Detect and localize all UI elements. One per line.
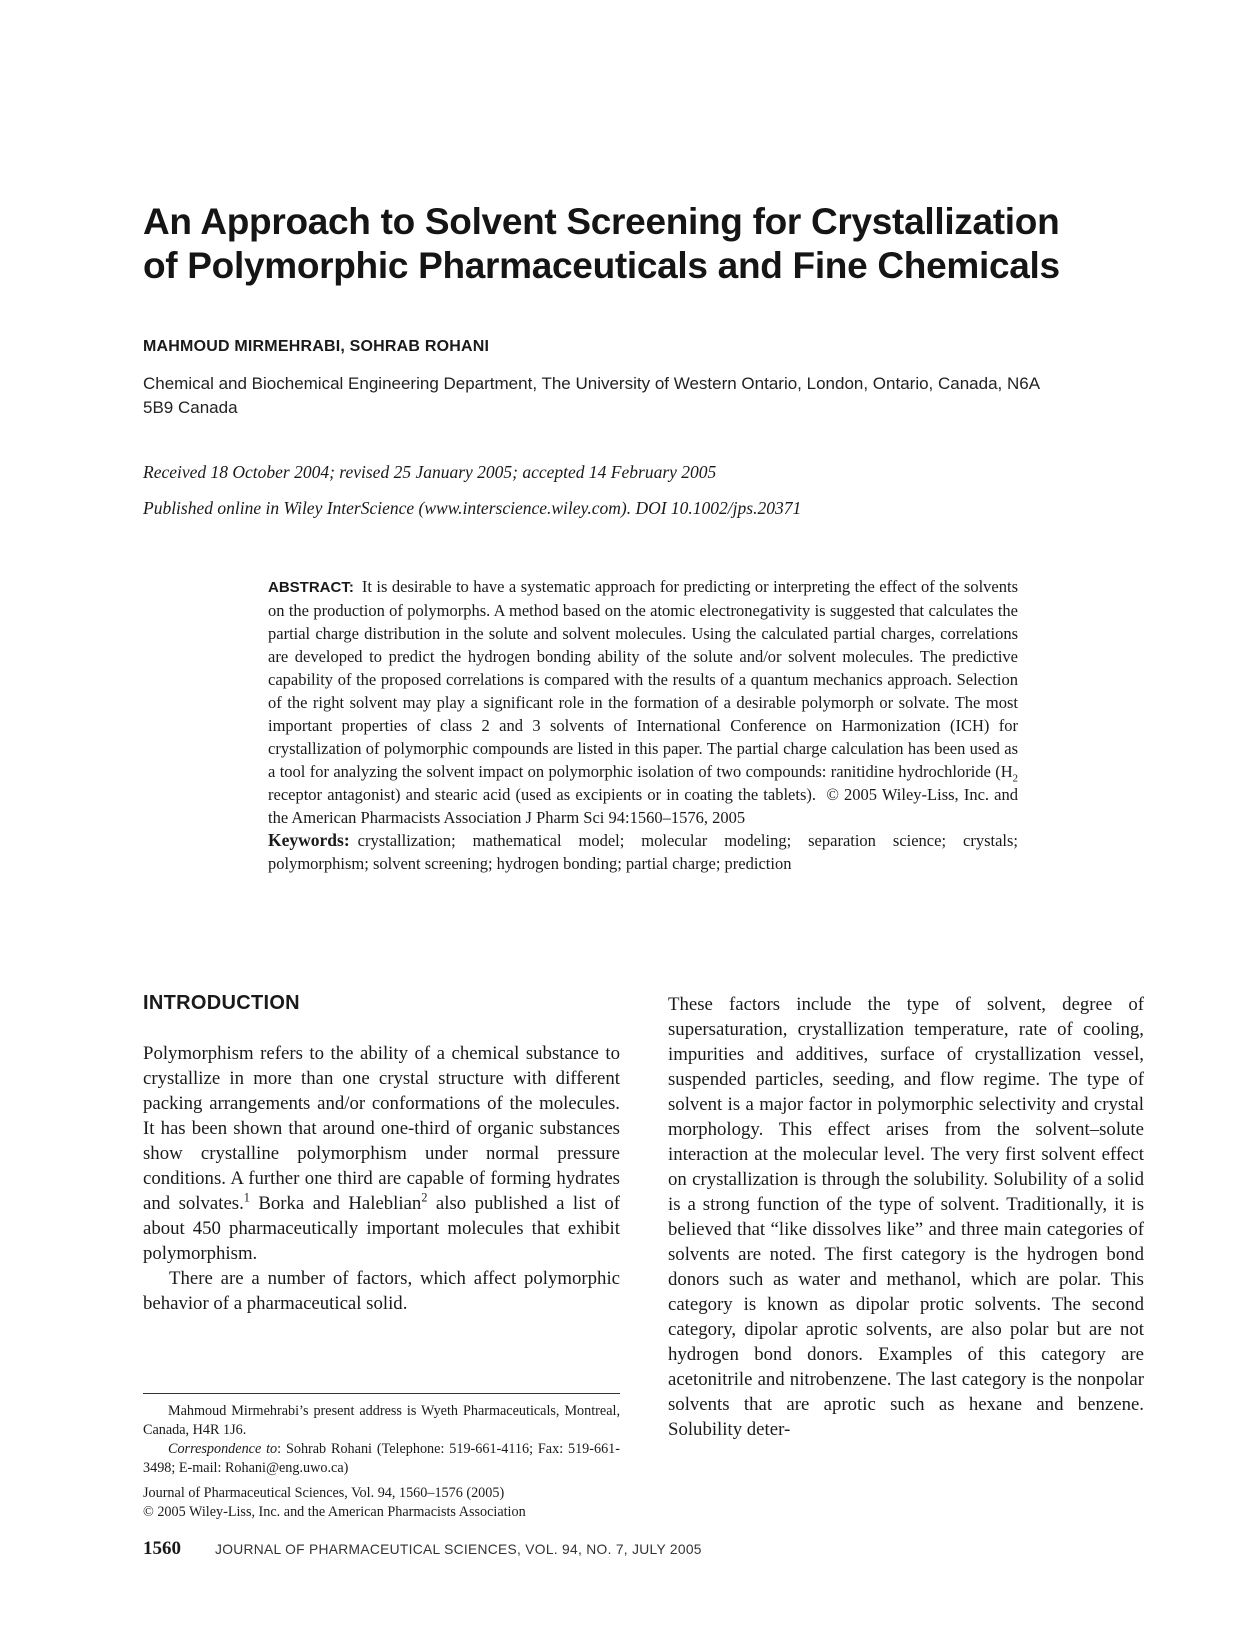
intro-text: also published a list of about 450 pharmaceutically important molecules that exhibit polymorphism. [143,1193,620,1264]
article-title: An Approach to Solvent Screening for Crystallization of Polymorphic Pharmaceuticals and Fine Chemicals [143,201,1060,286]
keywords-text: crystallization; mathematical model; molecular modeling; separation science; crystals; polymorphism; solvent screening; hydrogen bonding; partial charge; prediction [268,831,1018,873]
citation-2: 2 [421,1190,428,1205]
abstract [268,575,1018,875]
footnote-journal: Journal of Pharmaceutical Sciences, Vol. 94, 1560–1576 (2005) [143,1485,505,1501]
section-heading-introduction: INTRODUCTION [143,992,300,1014]
intro-text: Polymorphism refers to the ability of a chemical substance to crystallize in more than one crystal structure with different packing arrangements and/or conformations of the molecules. It has been shown that around one-third of organic substances show crystalline polymorphism under normal pressure conditions. A further one third are capable of forming hydrates and solvates. [143,1043,620,1214]
correspondence-label: Correspondence to [168,1441,278,1457]
footnote-divider [143,1393,620,1394]
abstract-text-1: It is desirable to have a systematic approach for predicting or interpreting the effect of the solvents on the production of polymorphs. A method based on the atomic electronegativity is suggested that calculates the partial charge distribution in the solute and solvent molecules. Using the calculated partial charges, correlations are developed to predict the hydrogen bonding ability of the solute and/or solvent molecules. The predictive capability of the proposed correlations is compared with the results of a quantum mechanics approach. Selection of the right solvent may play a significant role in the formation of a desirable polymorph or solvate. The most important properties of class 2 and 3 solvents of International Conference on Harmonization (ICH) for crystallization of polymorphic compounds are listed in this paper. The partial charge calculation has been used as a tool for analyzing the solvent impact on polymorphic isolation of two compounds: ranitidine hydrochloride (H [268,577,1018,781]
affiliation: Chemical and Biochemical Engineering Department, The University of Western Ontario, London, Ontario, Canada, N6A 5B9 Canada [143,374,1040,417]
running-head: JOURNAL OF PHARMACEUTICAL SCIENCES, VOL. 94, NO. 7, JULY 2005 [215,1542,702,1557]
correspondence-text: : Sohrab Rohani (Telephone: 519-661-4116; Fax: 519-661-3498; E-mail: Rohani@eng.uwo.ca) [143,1441,621,1476]
right-column [668,992,1144,1442]
page-number: 1560 [143,1538,181,1559]
page-footer [143,1538,702,1560]
abstract-body [268,575,1018,829]
footnote-correspondence [143,1440,620,1478]
abstract-text-2: receptor antagonist) and stearic acid (used as excipients or in coating the tablets). [268,785,816,804]
abstract-label: ABSTRACT: [268,579,354,596]
intro-paragraph-continued: These factors include the type of solvent, degree of supersaturation, crystallization temperature, rate of cooling, impurities and additives, surface of crystallization vessel, suspended particles, seeding, and flow regime. The type of solvent is a major factor in polymorphic selectivity and crystal morphology. This effect arises from the solvent–solute interaction at the molecular level. The very first solvent effect on crystallization is through the solubility. Solubility of a solid is a strong function of the type of solvent. Traditionally, it is believed that “like dissolves like” and three main categories of solvents are noted. The first category is the hydrogen bond donors such as water and methanol, which are polar. This category is known as dipolar protic solvents. The second category, dipolar aprotic solvents, are also polar but are not hydrogen bond donors. Examples of this category are acetonitrile and nitrobenzene. The last category is the nonpolar solvents that are aprotic such as hexane and benzene. Solubility deter- [668,994,1144,1440]
received-dates: Received 18 October 2004; revised 25 January 2005; accepted 14 February 2005 [143,462,717,482]
citation-1: 1 [243,1190,250,1205]
publication-info: Published online in Wiley InterScience (www.interscience.wiley.com). DOI 10.1002/jps.20371 [143,498,802,518]
intro-paragraph-2: There are a number of factors, which affect polymorphic behavior of a pharmaceutical solid. [143,1268,620,1314]
author-list: MAHMOUD MIRMEHRABI, SOHRAB ROHANI [143,338,490,355]
abstract-copyright: © 2005 Wiley-Liss, Inc. and the American Pharmacists Association J Pharm Sci 94:1560–1576, 2005 [268,785,1018,827]
footnote-address: Mahmoud Mirmehrabi’s present address is Wyeth Pharmaceuticals, Montreal, Canada, H4R 1J6. [143,1403,620,1438]
abstract-subscript: 2 [1012,772,1018,785]
keywords [268,829,1018,875]
intro-text: Borka and Haleblian [249,1193,422,1214]
keywords-label: Keywords: [268,830,350,850]
intro-paragraph-1 [143,1041,620,1266]
footnotes [143,1402,620,1522]
left-column [143,992,620,1316]
footnote-copyright: © 2005 Wiley-Liss, Inc. and the American Pharmacists Association [143,1504,526,1520]
